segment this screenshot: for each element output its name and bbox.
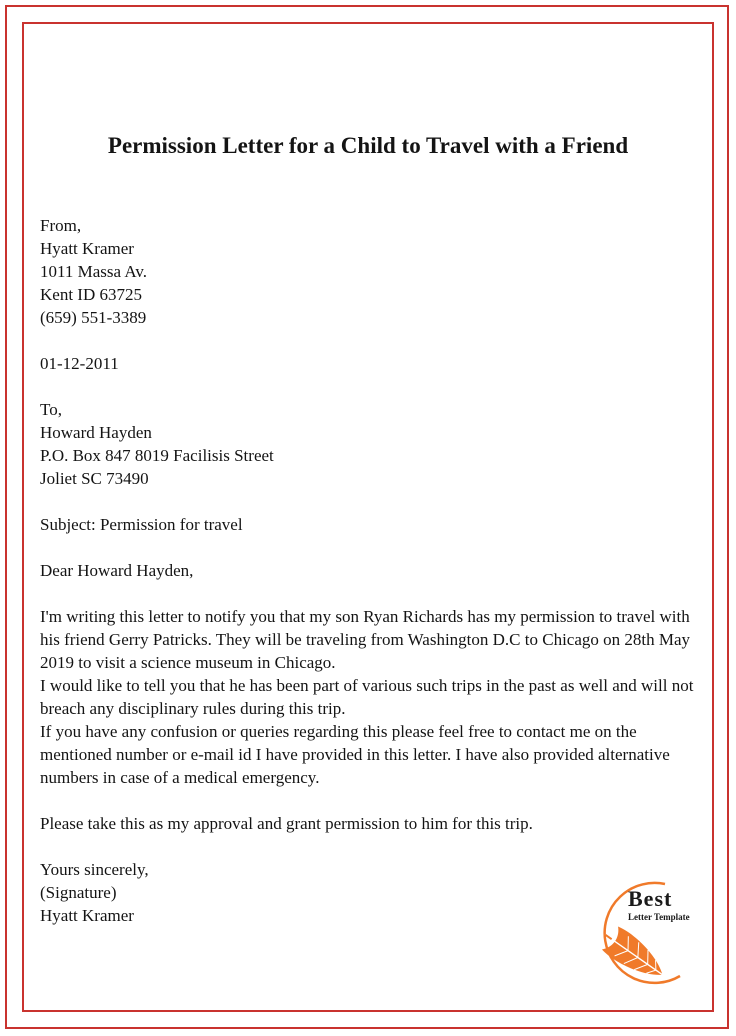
- body-line: If you have any confusion or queries regarding this please feel free to contact me on the: [40, 722, 637, 741]
- from-label: From,: [40, 216, 82, 235]
- closing: Yours sincerely,: [40, 860, 149, 879]
- letter-body: [40, 214, 712, 927]
- signer-name: Hyatt Kramer: [40, 906, 134, 925]
- letter-date: 01-12-2011: [40, 354, 119, 373]
- to-label: To,: [40, 400, 62, 419]
- logo-subtitle: Letter Template: [628, 912, 690, 922]
- letter-title: Permission Letter for a Child to Travel with a Friend: [107, 133, 629, 158]
- body-line: breach any disciplinary rules during this trip.: [40, 699, 346, 718]
- sender-name: Hyatt Kramer: [40, 239, 134, 258]
- body-line: mentioned number or e-mail id I have provided in this letter. I have also provided alternative: [40, 745, 670, 764]
- recipient-name: Howard Hayden: [40, 423, 152, 442]
- sender-address-line2: Kent ID 63725: [40, 285, 142, 304]
- body-line: numbers in case of a medical emergency.: [40, 768, 320, 787]
- body-line: I would like to tell you that he has been part of various such trips in the past as well and will not: [40, 676, 694, 695]
- body-line: I'm writing this letter to notify you that my son Ryan Richards has my permission to travel with: [40, 607, 690, 626]
- brand-logo: [570, 876, 720, 996]
- salutation: Dear Howard Hayden,: [40, 561, 194, 580]
- logo-word: Best: [628, 886, 673, 911]
- subject-line: Subject: Permission for travel: [40, 515, 243, 534]
- recipient-address-line1: P.O. Box 847 8019 Facilisis Street: [40, 446, 274, 465]
- body-line: his friend Gerry Patricks. They will be traveling from Washington D.C to Chicago on 28th May: [40, 630, 691, 649]
- closing-request: Please take this as my approval and grant permission to him for this trip.: [40, 814, 533, 833]
- signature-placeholder: (Signature): [40, 883, 117, 902]
- body-line: 2019 to visit a science museum in Chicago.: [40, 653, 336, 672]
- sender-address-line1: 1011 Massa Av.: [40, 262, 148, 281]
- sender-phone: (659) 551-3389: [40, 308, 147, 327]
- recipient-address-line2: Joliet SC 73490: [40, 469, 149, 488]
